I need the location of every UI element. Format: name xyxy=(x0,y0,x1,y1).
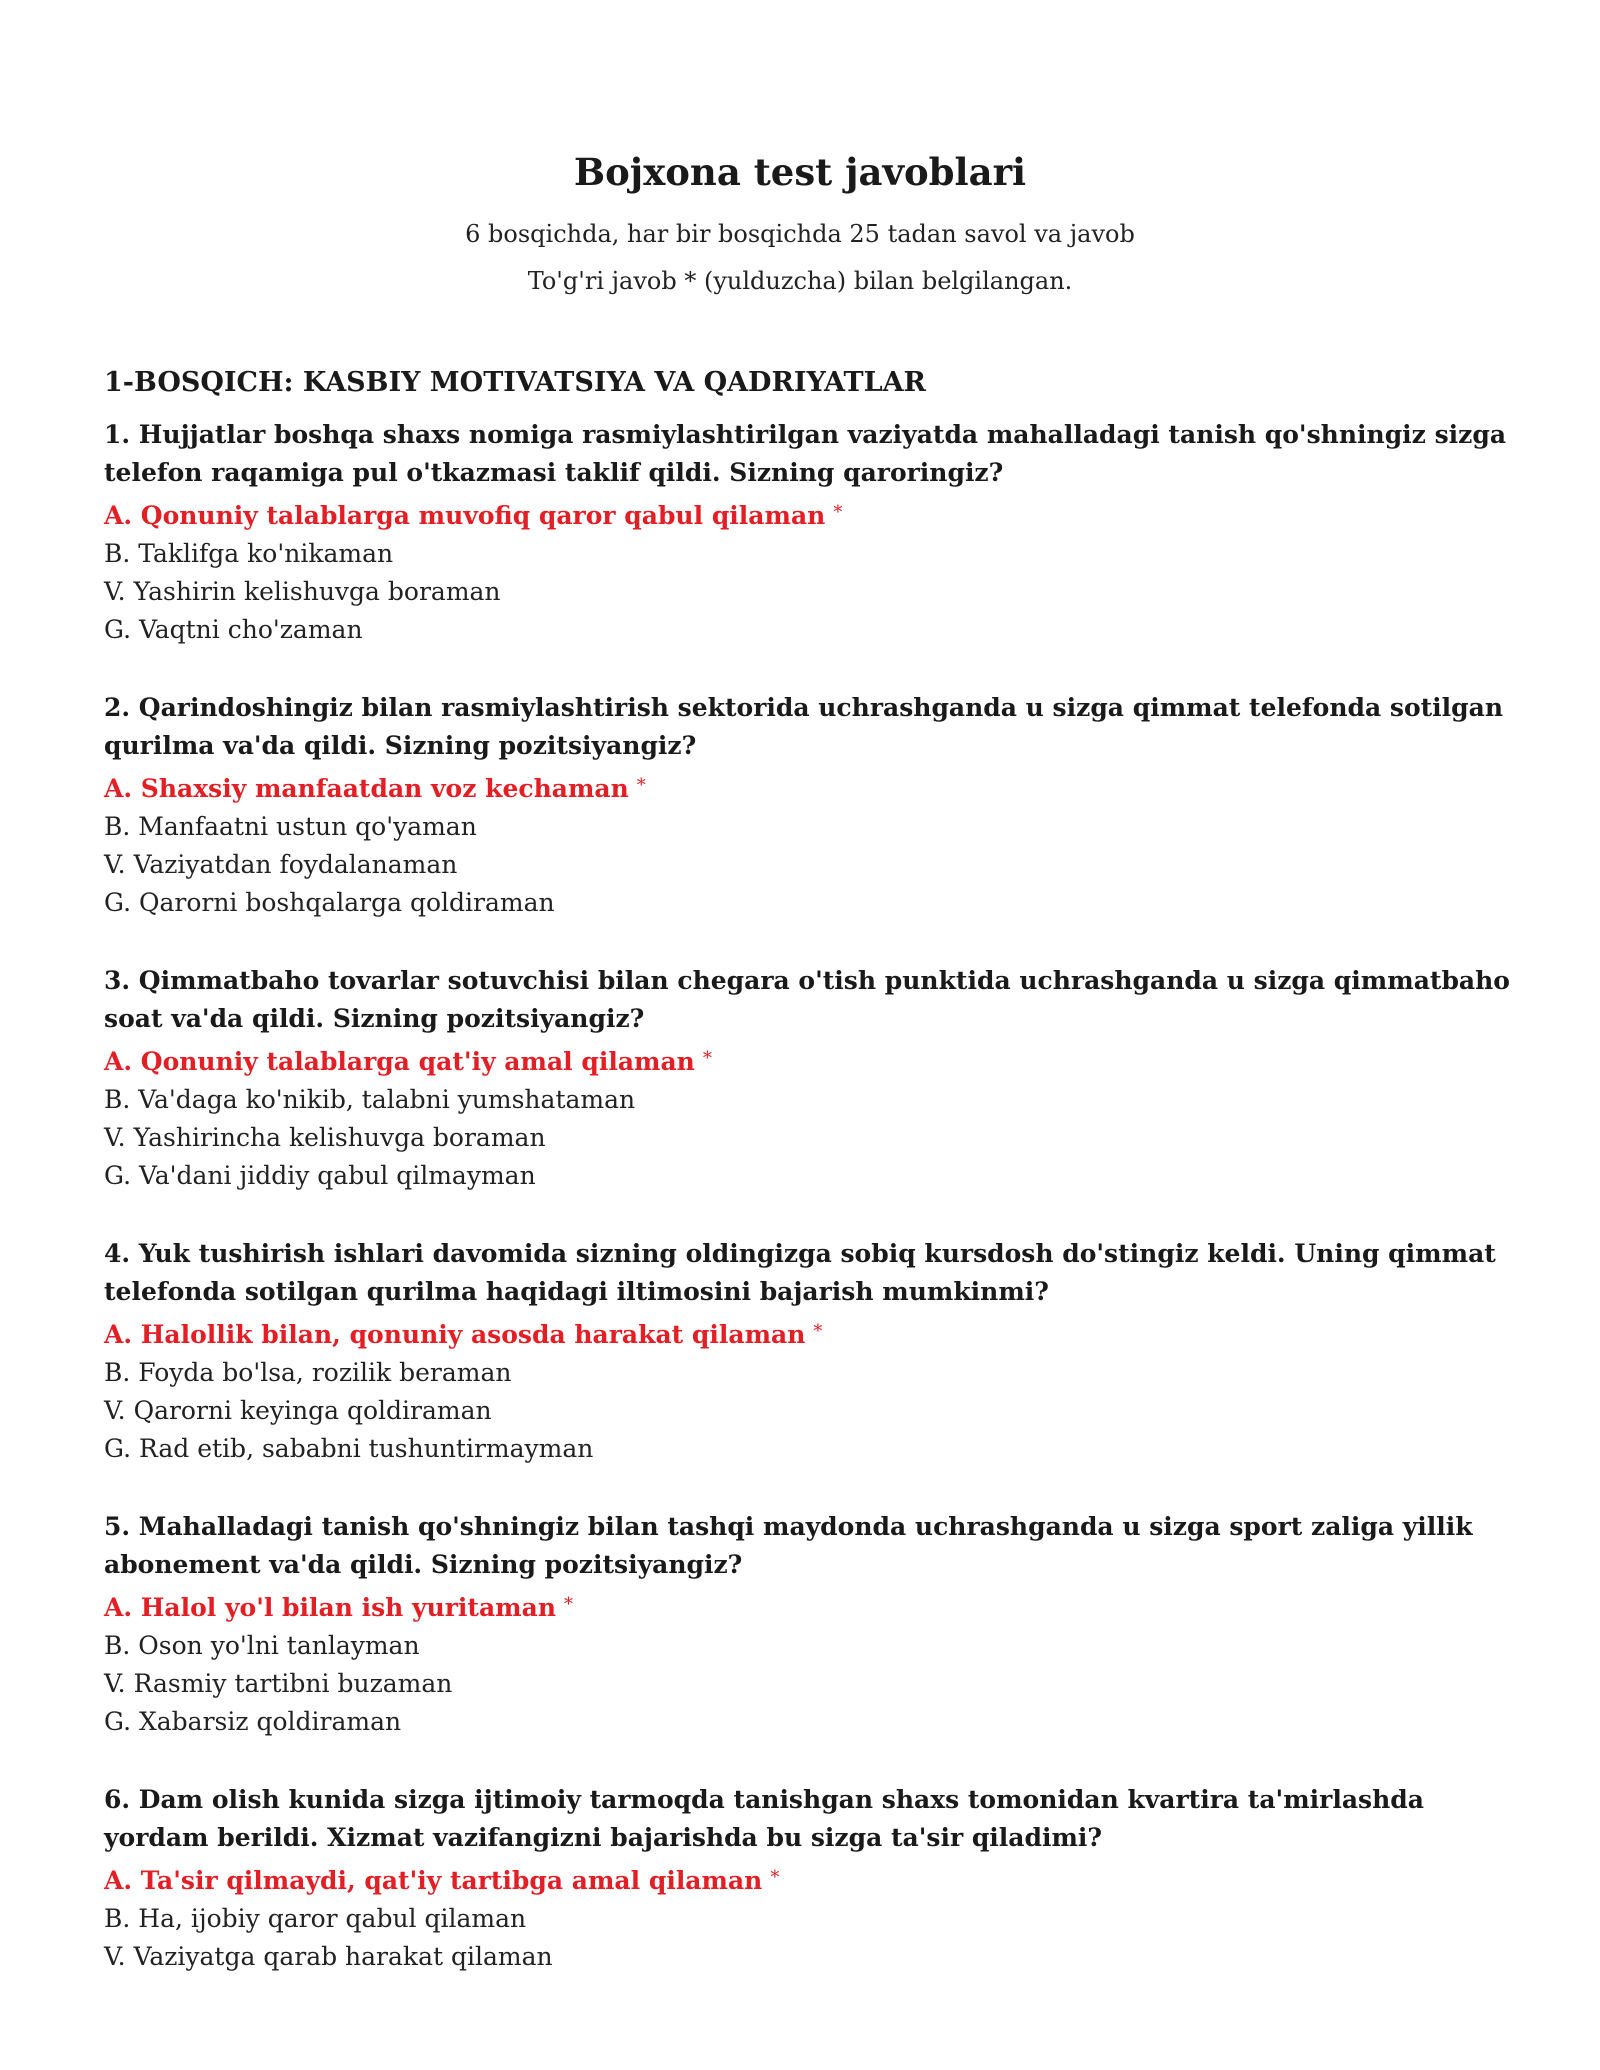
option-label: A. Qonuniy talablarga qat'iy amal qilaman xyxy=(104,1047,695,1076)
answer-option-correct xyxy=(104,767,1524,808)
answer-option-correct xyxy=(104,1586,1524,1627)
answer-option: B. Foyda bo'lsa, rozilik beraman xyxy=(104,1358,512,1387)
question-text: 1. Hujjatlar boshqa shaxs nomiga rasmiylashtirilgan vaziyatda mahalladagi tanish qo'shningiz sizga telefon raqamiga pul o'tkazmasi taklif qildi. Sizning qaroringiz? xyxy=(104,420,1507,487)
answer-option: G. Qarorni boshqalarga qoldiraman xyxy=(104,888,555,917)
answer-option: V. Vaziyatga qarab harakat qilaman xyxy=(104,1942,553,1971)
question-block xyxy=(104,1508,1524,1741)
option-label: A. Qonuniy talablarga muvofiq qaror qabul qilaman xyxy=(104,501,826,530)
question-text: 5. Mahalladagi tanish qo'shningiz bilan tashqi maydonda uchrashganda u sizga sport zaliga yillik abonement va'da qildi. Sizning pozitsiyangiz? xyxy=(104,1512,1473,1579)
answer-option: B. Oson yo'lni tanlayman xyxy=(104,1631,420,1660)
answer-option: B. Va'daga ko'nikib, talabni yumshataman xyxy=(104,1085,636,1114)
answer-option: G. Va'dani jiddiy qabul qilmayman xyxy=(104,1161,536,1190)
answer-option-correct xyxy=(104,494,1524,535)
correct-answer-star-icon: * xyxy=(833,502,843,523)
question-block xyxy=(104,1781,1524,1976)
answer-option: V. Yashirincha kelishuvga boraman xyxy=(104,1123,546,1152)
correct-answer-star-icon: * xyxy=(564,1594,574,1615)
question-block xyxy=(104,689,1524,922)
correct-answer-star-icon: * xyxy=(636,775,646,796)
answer-option-correct xyxy=(104,1313,1524,1354)
correct-answer-star-icon: * xyxy=(813,1321,823,1342)
answer-option: B. Ha, ijobiy qaror qabul qilaman xyxy=(104,1904,527,1933)
answer-option: V. Rasmiy tartibni buzaman xyxy=(104,1669,453,1698)
answer-option: G. Vaqtni cho'zaman xyxy=(104,615,363,644)
answer-key-note: To'g'ri javob * (yulduzcha) bilan belgilangan. xyxy=(527,267,1073,295)
test-content xyxy=(104,364,1524,2016)
option-label: A. Ta'sir qilmaydi, qat'iy tartibga amal qilaman xyxy=(104,1866,763,1895)
question-block xyxy=(104,416,1524,649)
answer-option: V. Yashirin kelishuvga boraman xyxy=(104,577,501,606)
section-heading: 1-BOSQICH: KASBIY MOTIVATSIYA VA QADRIYATLAR xyxy=(104,367,926,398)
answer-option: G. Xabarsiz qoldiraman xyxy=(104,1707,402,1736)
answer-option-correct xyxy=(104,1040,1524,1081)
question-block xyxy=(104,1235,1524,1468)
answer-option-correct xyxy=(104,1859,1524,1900)
option-label: A. Halollik bilan, qonuniy asosda harakat qilaman xyxy=(104,1320,806,1349)
option-label: A. Shaxsiy manfaatdan voz kechaman xyxy=(104,774,629,803)
question-block xyxy=(104,962,1524,1195)
page-subtitle: 6 bosqichda, har bir bosqichda 25 tadan savol va javob xyxy=(465,220,1135,248)
page-title: Bojxona test javoblari xyxy=(573,150,1027,194)
question-text: 2. Qarindoshingiz bilan rasmiylashtirish sektorida uchrashganda u sizga qimmat telefonda sotilgan qurilma va'da qildi. Sizning pozitsiyangiz? xyxy=(104,693,1504,760)
answer-option: G. Rad etib, sababni tushuntirmayman xyxy=(104,1434,594,1463)
answer-option: B. Manfaatni ustun qo'yaman xyxy=(104,812,477,841)
option-label: A. Halol yo'l bilan ish yuritaman xyxy=(104,1593,557,1622)
question-text: 4. Yuk tushirish ishlari davomida sizning oldingizga sobiq kursdosh do'stingiz keldi. Uning qimmat telefonda sotilgan qurilma haqidagi iltimosini bajarish mumkinmi? xyxy=(104,1239,1496,1306)
correct-answer-star-icon: * xyxy=(702,1048,712,1069)
question-text: 3. Qimmatbaho tovarlar sotuvchisi bilan chegara o'tish punktida uchrashganda u sizga qimmatbaho soat va'da qildi. Sizning pozitsiyangiz? xyxy=(104,966,1510,1033)
correct-answer-star-icon: * xyxy=(770,1867,780,1888)
answer-option: B. Taklifga ko'nikaman xyxy=(104,539,394,568)
question-text: 6. Dam olish kunida sizga ijtimoiy tarmoqda tanishgan shaxs tomonidan kvartira ta'mirlashda yordam berildi. Xizmat vazifangizni bajarishda bu sizga ta'sir qiladimi? xyxy=(104,1785,1424,1852)
answer-option: V. Vaziyatdan foydalanaman xyxy=(104,850,458,879)
answer-option: V. Qarorni keyinga qoldiraman xyxy=(104,1396,492,1425)
